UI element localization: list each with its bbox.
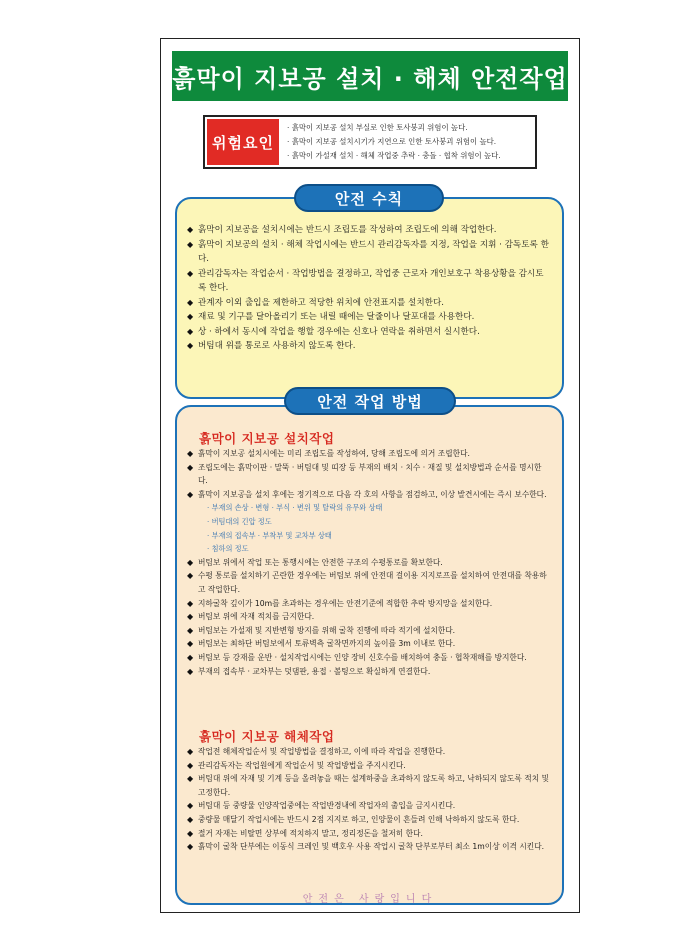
rule-item: ◆ 버팀대 위를 통로로 사용하지 않도록 한다. [187,339,550,354]
poster-title: 흙막이 지보공 설치 · 해체 안전작업 [172,51,568,101]
risk-label: 위험요인 [207,119,279,165]
dismantle-item: ◆ 버팀대 등 중량물 인양작업중에는 작업반경내에 작업자의 출입을 금지시킨다. [187,799,550,813]
install-item: ◆ 수평 통로를 설치하기 곤란한 경우에는 버팀보 위에 안전대 걸이용 지지로프를 설치하여 안전대를 착용하고 작업한다. [187,571,547,594]
diamond-bullet-icon: ◆ [187,571,194,581]
diamond-bullet-icon: ◆ [187,666,194,676]
inspection-sub-item: · 부재의 접속부 · 부착부 및 교차부 상태 [207,530,332,540]
diamond-bullet-icon: ◆ [187,341,194,350]
diamond-bullet-icon: ◆ [187,312,194,321]
install-work-title: 흙막이 지보공 설치작업 [199,431,335,446]
diamond-bullet-icon: ◆ [187,801,194,811]
safe-methods-box [175,405,564,905]
install-item: ◆ 조립도에는 흙막이판 · 말뚝 · 버팀대 및 띠장 등 부재의 배치 · 치수 · 재질 및 설치방법과 순서를 명시한다. [187,462,542,486]
dismantle-work-title: 흙막이 지보공 해체작업 [199,729,335,744]
diamond-bullet-icon: ◆ [187,760,194,770]
diamond-bullet-icon: ◆ [187,747,194,756]
diamond-bullet-icon: ◆ [187,814,194,824]
risk-item: · 흙막이 가설재 설치 · 해체 작업중 추락 · 충돌 · 협착 위험이 높다. [287,151,501,160]
diamond-bullet-icon: ◆ [187,639,194,649]
install-item: ◆ 부재의 접속부 · 교차부는 덧댐판, 용접 · 볼팅으로 확실하게 연결한다. [187,665,550,679]
rule-item: ◆ 관계자 이외 출입을 제한하고 적당한 위치에 안전표지를 설치한다. [187,296,550,311]
diamond-bullet-icon: ◆ [187,268,194,278]
inspection-sub-item: · 버팀대의 긴압 정도 [207,516,272,526]
install-item: ◆ 버팀보 위에서 작업 또는 통행시에는 안전한 구조의 수평통로를 확보한다. [187,556,550,570]
install-item: ◆ 버팀보는 최하단 버팀보에서 토류벽측 굴착면까지의 높이를 3m 이내로 한다. [187,637,550,651]
inspection-sub-item: · 부재의 손상 · 변형 · 부식 · 변위 및 탈락의 유무와 상태 [207,503,383,513]
safety-poster [160,38,580,913]
diamond-bullet-icon: ◆ [187,612,194,622]
diamond-bullet-icon: ◆ [187,652,194,662]
rule-item: ◆ 흙막이 지보공의 설치 · 해체 작업시에는 반드시 관리감독자를 지정, 작업을 지휘 · 감독토록 한다. [187,239,549,264]
dismantle-item: ◆ 버팀대 위에 자재 및 기계 등을 올려놓을 때는 설계하중을 초과하지 않도록 하고, 낙하되지 않도록 적치 및 고정한다. [187,774,549,797]
dismantle-item: ◆ 관리감독자는 작업원에게 작업순서 및 작업방법을 주지시킨다. [187,759,550,773]
install-item: ◆ 지하굴착 깊이가 10m를 초과하는 경우에는 안전기준에 적합한 추락 방지망을 설치한다. [187,597,550,611]
diamond-bullet-icon: ◆ [187,774,194,784]
safety-rules-heading: 안전 수칙 [294,184,444,212]
diamond-bullet-icon: ◆ [187,449,194,458]
dismantle-item: ◆ 작업전 해체작업순서 및 작업방법을 결정하고, 이에 따라 작업을 진행한다. [187,745,550,759]
install-item: ◆ 흙막이 지보공을 설치 후에는 정기적으로 다음 각 호의 사항을 점검하고, 이상 발견시에는 즉시 보수한다. [187,488,550,502]
install-item: ◆ 버팀보 위에 자재 적치를 금지한다. [187,610,550,624]
diamond-bullet-icon: ◆ [187,842,194,852]
diamond-bullet-icon: ◆ [187,326,194,336]
diamond-bullet-icon: ◆ [187,462,194,472]
footer-slogan: 안전은 사랑입니다 [302,894,438,905]
safe-methods-heading: 안전 작업 방법 [284,387,456,415]
dismantle-work-list [187,745,550,854]
rule-item: ◆ 재료 및 기구를 달아올리기 또는 내릴 때에는 달줄이나 달포대를 사용한다. [187,310,550,325]
install-item: ◆ 버팀보 등 강재를 운반 · 설치작업시에는 인양 장비 신호수를 배치하여 충돌 · 협착재해를 방지한다. [187,651,550,665]
install-work-list [187,447,550,678]
diamond-bullet-icon: ◆ [187,489,194,499]
safety-rules-box [175,197,564,399]
risk-item: · 흙막이 지보공 설치시기가 지연으로 인한 토사붕괴 위험이 높다. [287,137,497,146]
diamond-bullet-icon: ◆ [187,557,194,567]
rule-item: ◆ 흙막이 지보공을 설치시에는 반드시 조립도를 작성하여 조립도에 의해 작업한다. [187,223,550,238]
diamond-bullet-icon: ◆ [187,598,194,608]
risk-factors-box [203,115,537,169]
diamond-bullet-icon: ◆ [187,297,194,307]
rule-item: ◆ 관리감독자는 작업순서 · 작업방법을 결정하고, 작업중 근로자 개인보호구 착용상황을 감시토록 한다. [187,268,544,293]
diamond-bullet-icon: ◆ [187,225,194,234]
diamond-bullet-icon: ◆ [187,239,194,249]
diamond-bullet-icon: ◆ [187,828,194,838]
risk-list [287,121,531,163]
safety-rules-list [187,223,550,354]
inspection-sub-item: · 침하의 정도 [207,544,249,554]
rule-item: ◆ 상 · 하에서 동시에 작업을 행할 경우에는 신호나 연락을 취하면서 실시한다. [187,325,550,340]
install-item: ◆ 흙막이 지보공 설치시에는 미리 조립도를 작성하여, 당해 조립도에 의거 조립한다. [187,447,550,461]
dismantle-item: ◆ 흙막이 굴착 단부에는 이동식 크레인 및 백호우 사용 작업시 굴착 단부로부터 최소 1m이상 이격 시킨다. [187,840,550,854]
risk-item: · 흙막이 지보공 설치 부실로 인한 토사붕괴 위험이 높다. [287,123,468,132]
diamond-bullet-icon: ◆ [187,625,194,635]
install-item: ◆ 버팀보는 가설재 및 지반변형 방지를 위해 굴착 진행에 따라 적기에 설치한다. [187,624,550,638]
dismantle-item: ◆ 절거 자재는 비탈면 상부에 적치하지 말고, 정리정돈을 철저히 한다. [187,827,550,841]
dismantle-item: ◆ 중량물 매달기 작업시에는 반드시 2점 지지로 하고, 인양물이 흔들려 인해 낙하하지 않도록 한다. [187,813,550,827]
